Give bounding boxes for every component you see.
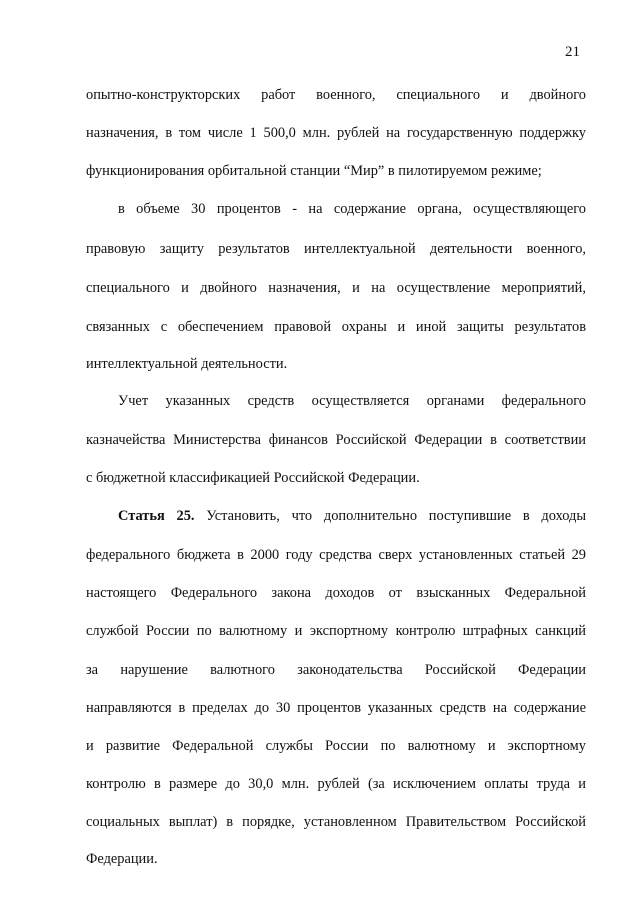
paragraph-2-line-4: связанных с обеспечением правовой охраны и иной защиты результатов	[86, 319, 586, 335]
article-25-line-4: службой России по валютному и экспортному контролю штрафных санкций	[86, 623, 586, 639]
article-25-line-6: направляются в пределах до 30 процентов указанных средств на содержание	[86, 700, 586, 716]
paragraph-1-line-2: назначения, в том числе 1 500,0 млн. рублей на государственную поддержку	[86, 125, 586, 141]
article-25-line-2: федерального бюджета в 2000 году средства сверх установленных статьей 29	[86, 547, 586, 563]
paragraph-1-line-1: опытно-конструкторских работ военного, специального и двойного	[86, 87, 586, 103]
paragraph-1-line-3: функционирования орбитальной станции “Мир” в пилотируемом режиме;	[86, 163, 542, 179]
article-25-line-5: за нарушение валютного законодательства Российской Федерации	[86, 662, 586, 678]
paragraph-2-line-5: интеллектуальной деятельности.	[86, 356, 288, 372]
paragraph-2-line-1: в объеме 30 процентов - на содержание органа, осуществляющего	[118, 201, 586, 217]
article-25-line-10: Федерации.	[86, 851, 158, 867]
article-25-line-9: социальных выплат) в порядке, установленном Правительством Российской	[86, 814, 586, 830]
paragraph-3-line-2: казначейства Министерства финансов Российской Федерации в соответствии	[86, 432, 586, 448]
paragraph-2-line-2: правовую защиту результатов интеллектуальной деятельности военного,	[86, 241, 586, 257]
paragraph-2-line-3: специального и двойного назначения, и на осуществление мероприятий,	[86, 280, 586, 296]
article-25-line-8: контролю в размере до 30,0 млн. рублей (за исключением оплаты труда и	[86, 776, 586, 792]
article-label: Статья 25.	[118, 508, 195, 524]
paragraph-3-line-3: с бюджетной классификацией Российской Федерации.	[86, 470, 420, 486]
article-25-line-3: настоящего Федерального закона доходов от взысканных Федеральной	[86, 585, 586, 601]
article-25-line-1	[118, 507, 586, 525]
article-25-line-1-text: Установить, что дополнительно поступившие в доходы	[206, 508, 586, 524]
article-25-line-7: и развитие Федеральной службы России по валютному и экспортному	[86, 738, 586, 754]
page-number: 21	[565, 44, 580, 60]
paragraph-3-line-1: Учет указанных средств осуществляется органами федерального	[118, 393, 586, 409]
